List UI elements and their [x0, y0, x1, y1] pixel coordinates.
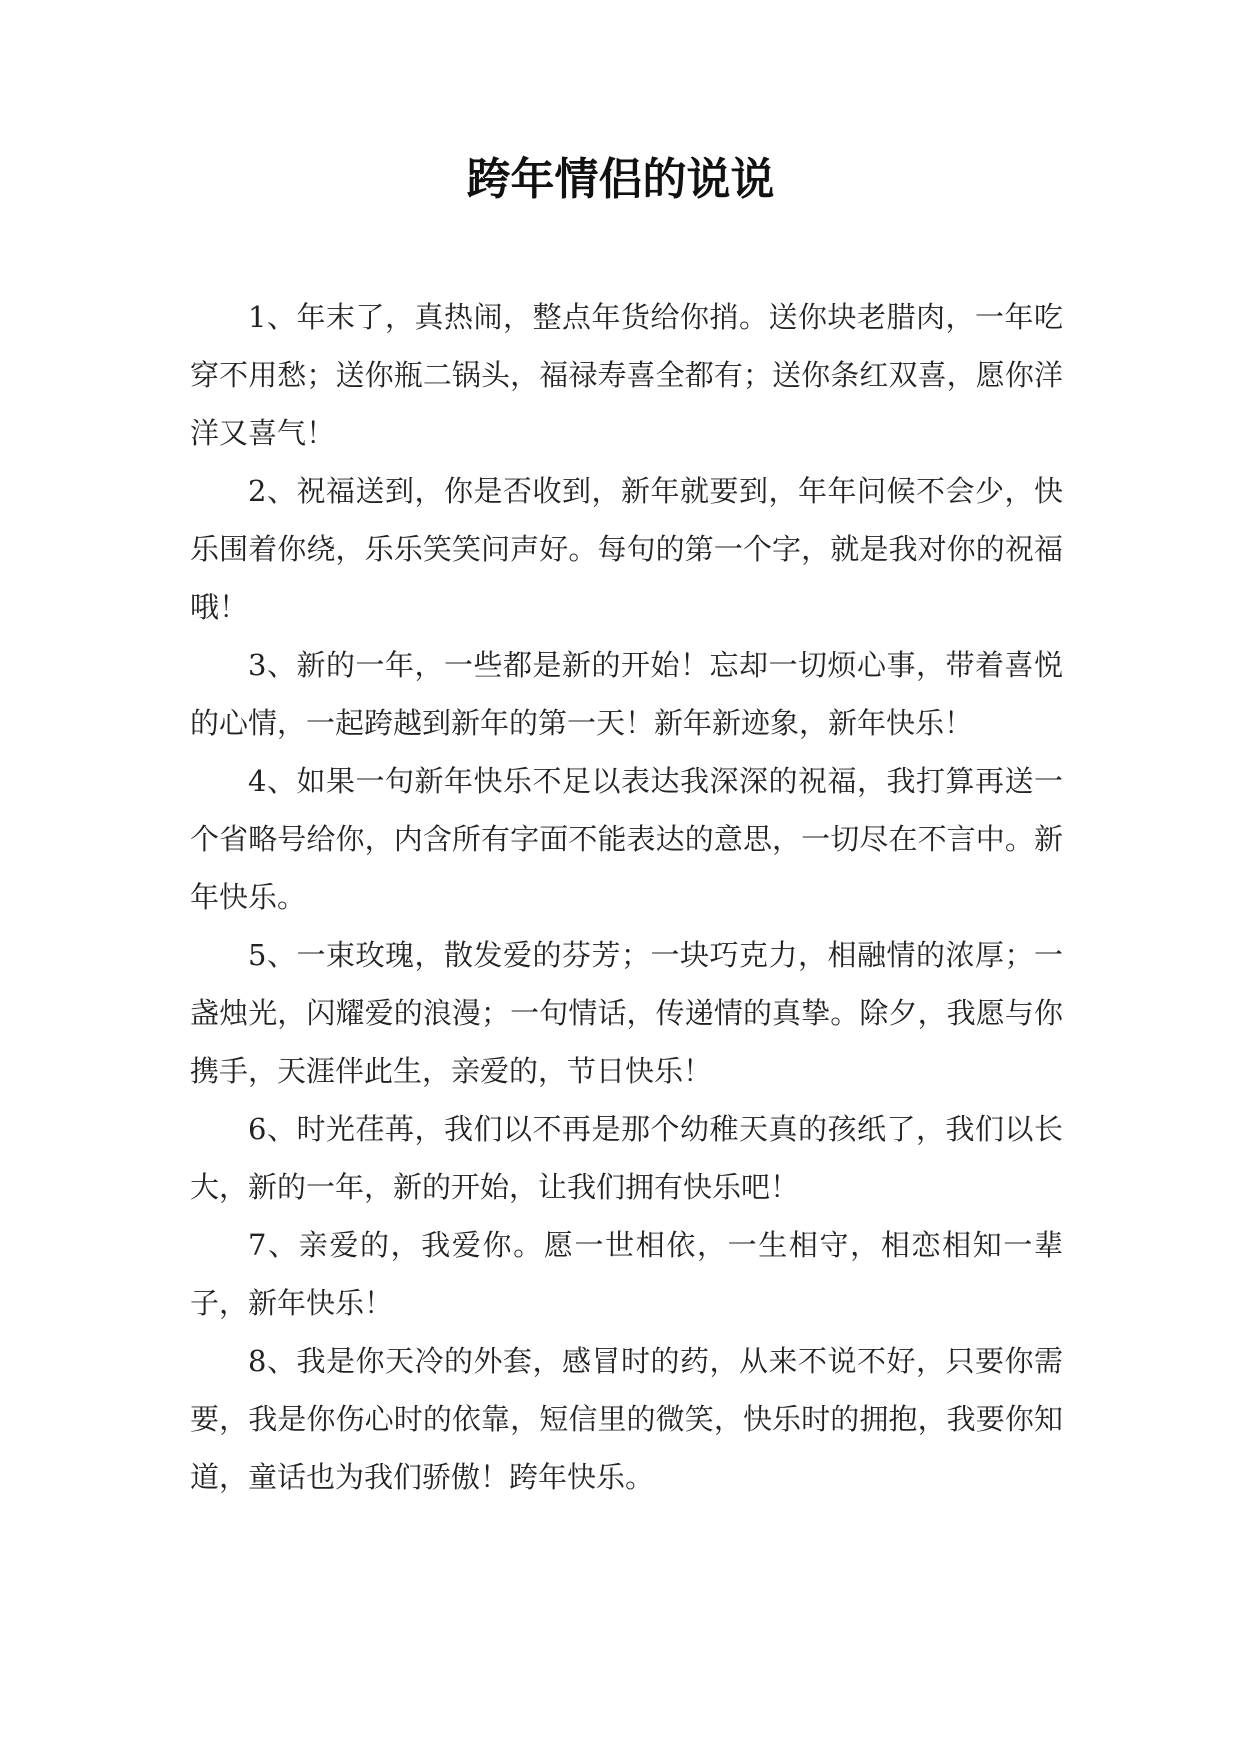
paragraph-2: 2、祝福送到，你是否收到，新年就要到，年年问候不会少，快乐围着你绕，乐乐笑笑问声好。每句的第一个字，就是我对你的祝福哦！ — [190, 474, 1063, 624]
paragraph-3: 3、新的一年，一些都是新的开始！忘却一切烦心事，带着喜悦的心情，一起跨越到新年的第一天！新年新迹象，新年快乐！ — [190, 648, 1063, 740]
document-title: 跨年情侣的说说 — [466, 154, 775, 205]
document-body — [190, 288, 1063, 1506]
paragraph-1: 1、年末了，真热闹，整点年货给你捎。送你块老腊肉，一年吃穿不用愁；送你瓶二锅头，福禄寿喜全都有；送你条红双喜，愿你洋洋又喜气！ — [190, 300, 1063, 450]
paragraph-8: 8、我是你天冷的外套，感冒时的药，从来不说不好，只要你需要，我是你伤心时的依靠，短信里的微笑，快乐时的拥抱，我要你知道，童话也为我们骄傲！跨年快乐。 — [190, 1344, 1063, 1494]
paragraph-7: 7、亲爱的，我爱你。愿一世相依，一生相守，相恋相知一辈子，新年快乐！ — [190, 1228, 1063, 1320]
paragraph-4: 4、如果一句新年快乐不足以表达我深深的祝福，我打算再送一个省略号给你，内含所有字面不能表达的意思，一切尽在不言中。新年快乐。 — [190, 764, 1063, 914]
paragraph-5: 5、一束玫瑰，散发爱的芬芳；一块巧克力，相融情的浓厚；一盏烛光，闪耀爱的浪漫；一句情话，传递情的真挚。除夕，我愿与你携手，天涯伴此生，亲爱的，节日快乐！ — [190, 938, 1063, 1088]
paragraph-6: 6、时光荏苒，我们以不再是那个幼稚天真的孩纸了，我们以长大，新的一年，新的开始，让我们拥有快乐吧！ — [190, 1112, 1063, 1204]
